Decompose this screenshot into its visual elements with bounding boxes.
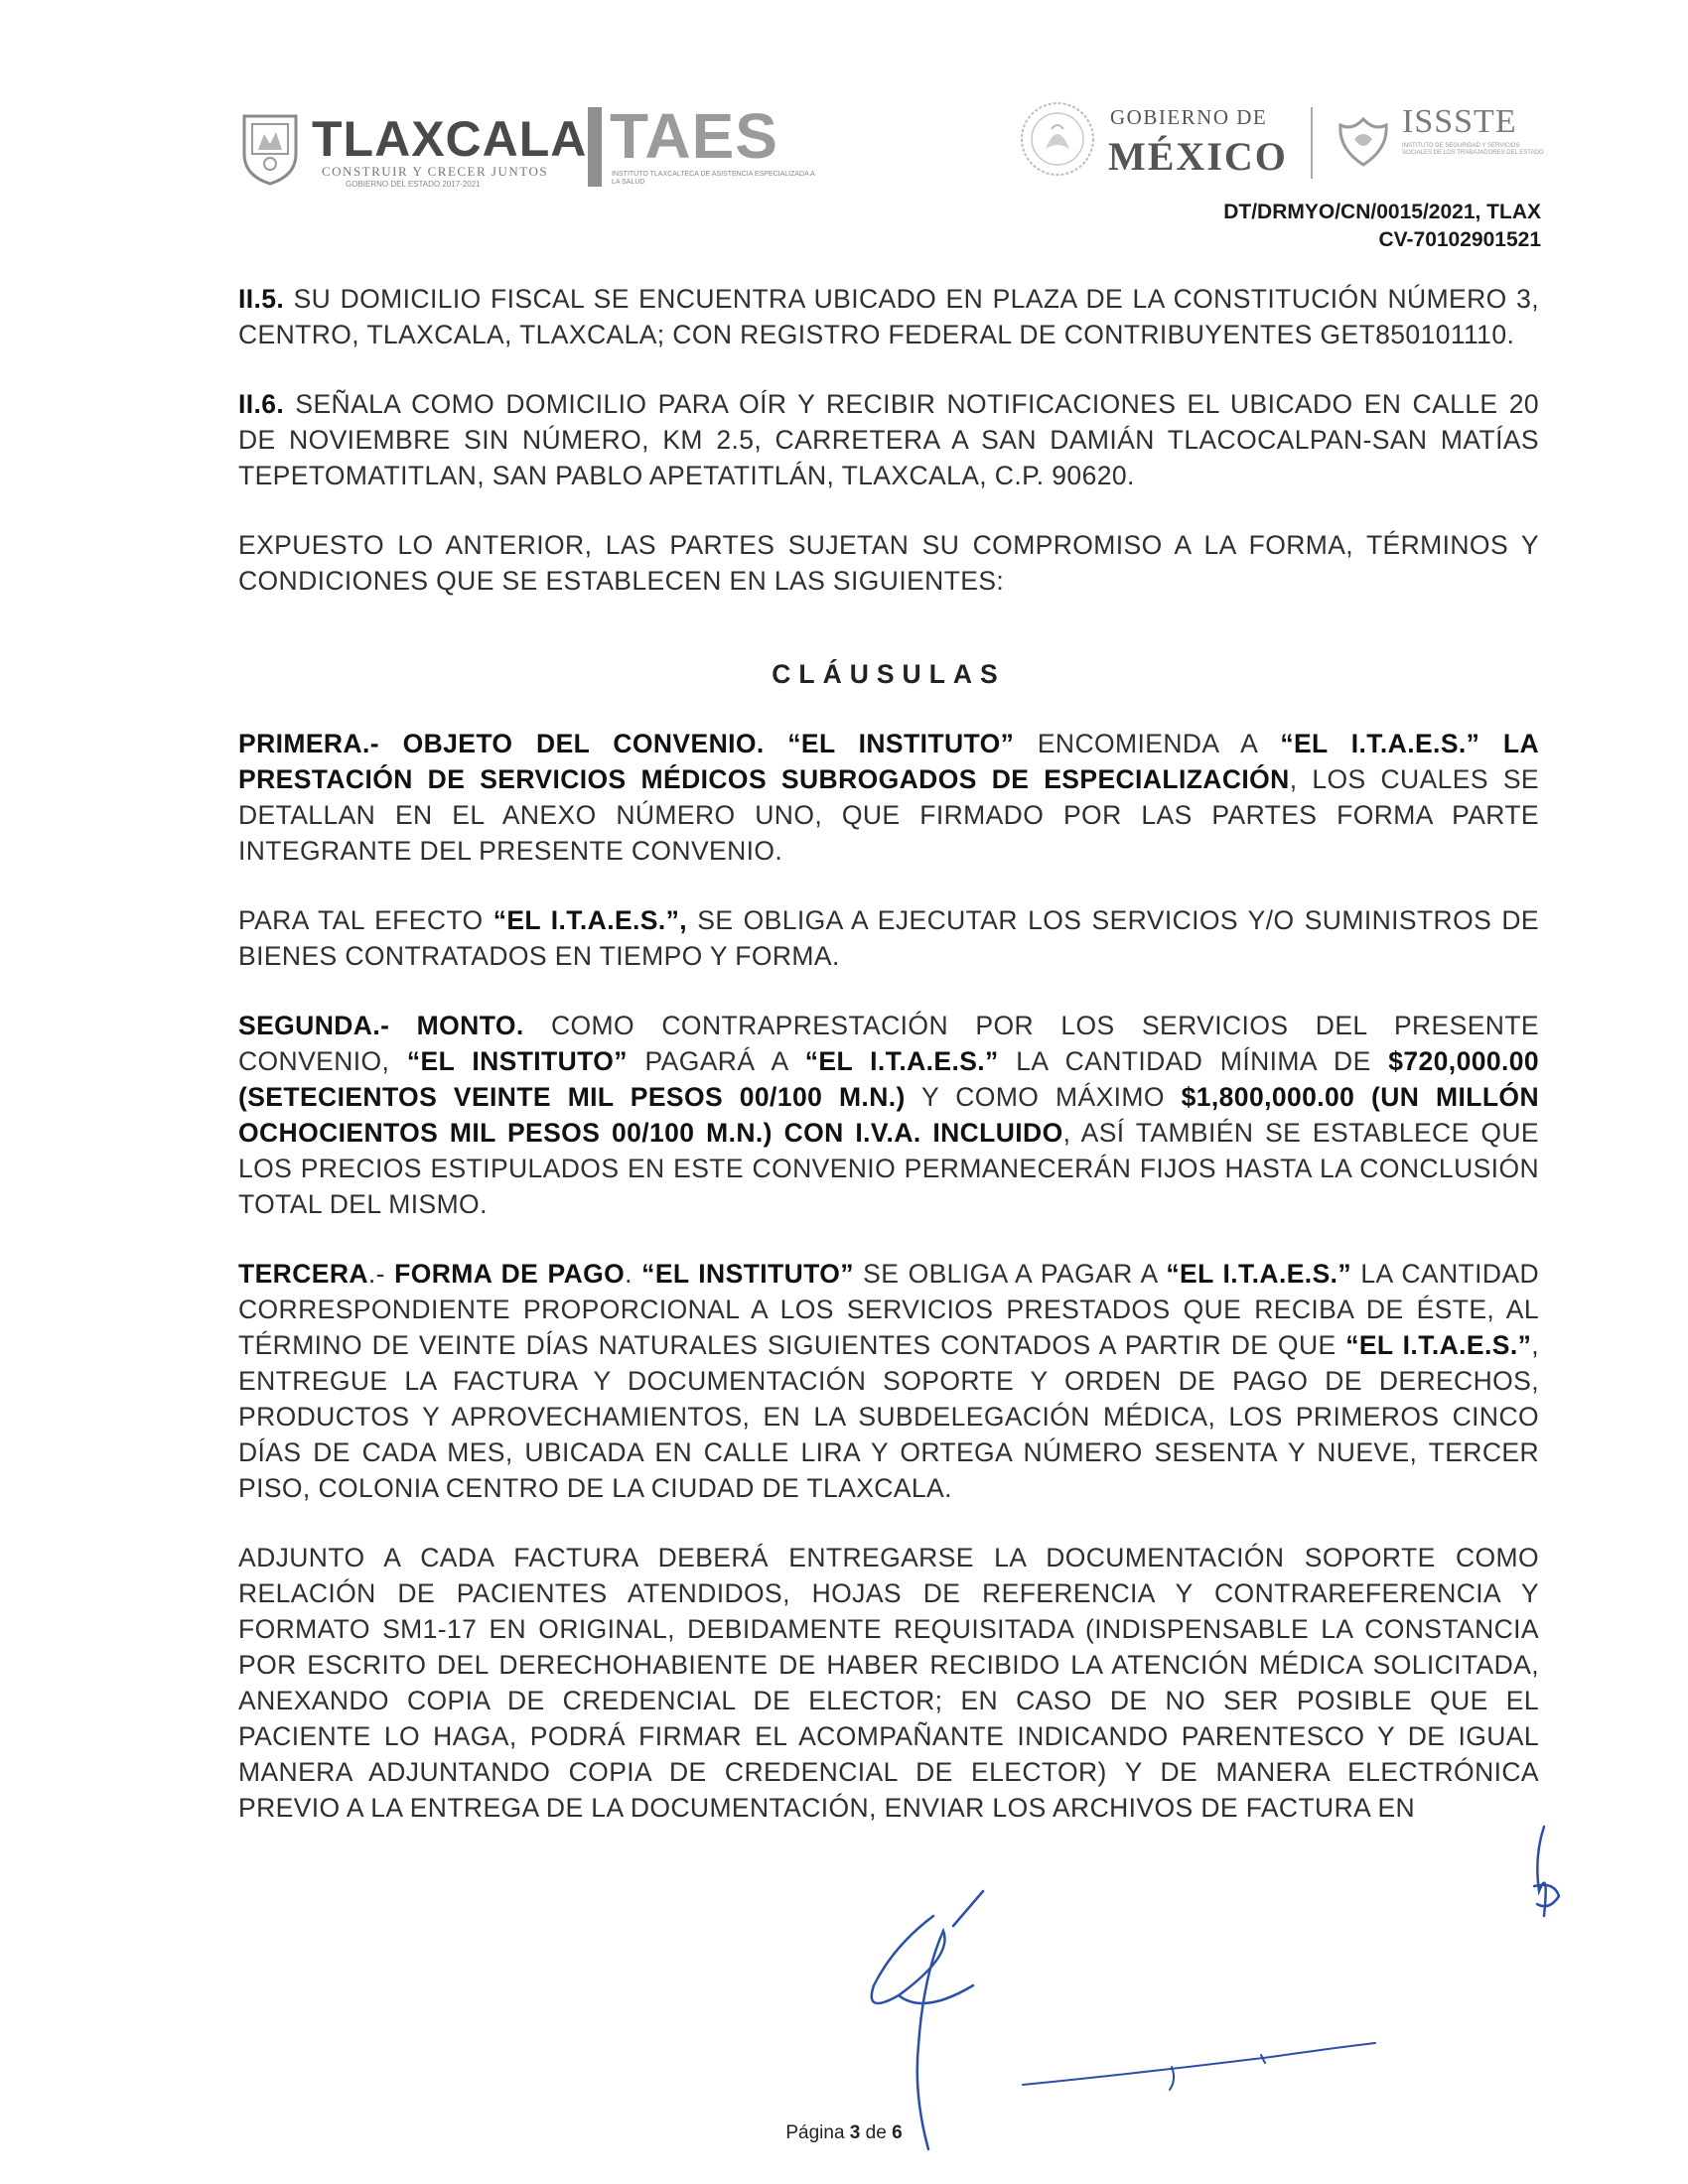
- paragraph-text: , LOS CUALES SE DETALLAN EN EL ANEXO NÚMERO UNO, QUE FIRMADO POR LAS PARTES FORMA PARTE INTEGRANTE DEL PRESENTE CONVENIO.: [238, 764, 1539, 866]
- paragraph-text: SU DOMICILIO FISCAL SE ENCUENTRA UBICADO EN PLAZA DE LA CONSTITUCIÓN NÚMERO 3, CENTRO, TLAXCALA, TLAXCALA; CON REGISTRO FEDERAL DE CONTRIBUYENTES GET850101110.: [238, 284, 1539, 349]
- clause-number: II.6.: [238, 389, 285, 419]
- paragraph-text: Y COMO MÁXIMO: [905, 1082, 1182, 1112]
- paragraph-text: LA CANTIDAD CORRESPONDIENTE PROPORCIONAL A LOS SERVICIOS PRESTADOS QUE RECIBA DE ÉSTE, AL TÉRMINO DE VEINTE DÍAS NATURALES SIGUIENTES CONTADOS A PARTIR DE QUE: [238, 1259, 1539, 1360]
- document-reference: [1223, 199, 1541, 254]
- issste-wordmark: ISSSTE: [1402, 103, 1517, 140]
- paragraph-adjunto: [238, 1540, 1539, 1826]
- page-label: Página: [785, 2122, 845, 2143]
- paragraph-text: ENCOMIENDA A: [1014, 729, 1281, 758]
- gobierno-de-label: GOBIERNO DE: [1110, 105, 1268, 129]
- bold-text: “EL INSTITUTO”: [406, 1046, 628, 1076]
- paragraph-text: COMO CONTRAPRESTACIÓN POR LOS SERVICIOS DEL PRESENTE CONVENIO,: [238, 1011, 1539, 1076]
- mexico-label: MÉXICO: [1108, 134, 1288, 179]
- clause-tercera: [238, 1256, 1539, 1506]
- paragraph-para-tal-efecto: [238, 902, 1539, 974]
- paragraph-text: , ASÍ TAMBIÉN SE ESTABLECE QUE LOS PRECIOS ESTIPULADOS EN ESTE CONVENIO PERMANECERÁN FIJOS HASTA LA CONCLUSIÓN TOTAL DEL MISMO.: [238, 1118, 1540, 1219]
- taes-wordmark: TAES: [610, 100, 778, 172]
- reference-code: CV-70102901521: [1378, 228, 1541, 251]
- mexico-eagle-seal-icon: [1018, 99, 1097, 179]
- paragraph-text: SE OBLIGA A PAGAR A: [853, 1259, 1167, 1289]
- paragraph-text: PARA TAL EFECTO: [238, 905, 493, 935]
- tlaxcala-wordmark: TLAXCALA: [312, 111, 588, 167]
- taes-logo-bar: [588, 107, 602, 187]
- paragraph-text: SE OBLIGA A EJECUTAR LOS SERVICIOS Y/O SUMINISTROS DE BIENES CONTRATADOS EN TIEMPO Y FORMA.: [238, 905, 1539, 971]
- bold-text: PRIMERA.- OBJETO DEL CONVENIO. “EL INSTITUTO”: [238, 729, 1015, 758]
- issste-emblem-icon: [1333, 109, 1394, 169]
- document-body: [238, 281, 1539, 1859]
- current-page-number: 3: [849, 2122, 861, 2143]
- clause-segunda: [238, 1008, 1539, 1222]
- bold-text: $720,000.00 (SETECIENTOS VEINTE MIL PESOS 00/100 M.N.): [238, 1046, 1540, 1112]
- page-footer: [0, 2122, 1688, 2144]
- bottom-right-signature: [1023, 2043, 1375, 2090]
- paragraph-text: LA CANTIDAD MÍNIMA DE: [998, 1046, 1389, 1076]
- logo-divider: [1311, 107, 1313, 179]
- bold-text: $1,800,000.00 (UN MILLÓN OCHOCIENTOS MIL PESOS 00/100 M.N.) CON I.V.A. INCLUIDO: [238, 1082, 1539, 1148]
- clause-primera: [238, 726, 1539, 869]
- paragraph-ii6: [238, 386, 1539, 493]
- bold-text: “EL INSTITUTO”: [641, 1259, 854, 1289]
- bold-text: “EL I.T.A.E.S.” LA PRESTACIÓN DE SERVICIOS MÉDICOS SUBROGADOS DE ESPECIALIZACIÓN: [238, 729, 1540, 794]
- bold-text: “EL I.T.A.E.S.”: [1345, 1330, 1532, 1360]
- total-pages-number: 6: [892, 2122, 903, 2143]
- center-signature: [872, 1891, 983, 2149]
- bold-text: “EL I.T.A.E.S.”: [804, 1046, 999, 1076]
- bold-text: TERCERA: [238, 1259, 368, 1289]
- paragraph-text: ADJUNTO A CADA FACTURA DEBERÁ ENTREGARSE LA DOCUMENTACIÓN SOPORTE COMO RELACIÓN DE PACIENTES ATENDIDOS, HOJAS DE REFERENCIA Y CONTRAREFERENCIA Y FORMATO SM1-17 EN ORIGINAL, DEBIDAMENTE REQUISITADA (INDISPENSABLE LA CONSTANCIA POR ESCRITO DEL DERECHOHABIENTE DE HABER RECIBIDO LA ATENCIÓN MÉDICA SOLICITADA, ANEXANDO COPIA DE CREDENCIAL DE ELECTOR; EN CASO DE NO SER POSIBLE QUE EL PACIENTE LO HAGA, PODRÁ FIRMAR EL ACOMPAÑANTE INDICANDO PARENTESCO Y DE IGUAL MANERA ADJUNTANDO COPIA DE CREDENCIAL DE ELECTOR) Y DE MANERA ELECTRÓNICA PREVIO A LA ENTREGA DE LA DOCUMENTACIÓN, ENVIAR LOS ARCHIVOS DE FACTURA EN: [238, 1543, 1539, 1823]
- tlaxcala-tagline: CONSTRUIR Y CRECER JUNTOS: [322, 164, 549, 179]
- document-header: [238, 99, 1549, 199]
- clausulas-heading: CLÁUSULAS: [772, 659, 1006, 689]
- paragraph-text: SEÑALA COMO DOMICILIO PARA OÍR Y RECIBIR NOTIFICACIONES EL UBICADO EN CALLE 20 DE NOVIEMBRE SIN NÚMERO, KM 2.5, CARRETERA A SAN DAMIÁN TLACOCALPAN-SAN MATÍAS TEPETOMATITLAN, SAN PABLO APETATITLÁN, TLAXCALA, C.P. 90620.: [238, 389, 1539, 490]
- reference-number: DT/DRMYO/CN/0015/2021, TLAX: [1223, 201, 1541, 223]
- bold-text: FORMA DE PAGO: [394, 1259, 626, 1289]
- of-label: de: [865, 2122, 887, 2143]
- clause-number: II.5.: [238, 284, 285, 314]
- paragraph-text: .: [625, 1259, 642, 1289]
- tlaxcala-crest-icon: [238, 110, 302, 186]
- tlaxcala-period: GOBIERNO DEL ESTADO 2017-2021: [346, 180, 481, 189]
- paragraph-text: , ENTREGUE LA FACTURA Y DOCUMENTACIÓN SOPORTE Y ORDEN DE PAGO DE DERECHOS, PRODUCTOS Y APROVECHAMIENTOS, EN LA SUBDELEGACIÓN MÉDICA, LOS PRIMEROS CINCO DÍAS DE CADA MES, UBICADA EN CALLE LIRA Y ORTEGA NÚMERO SESENTA Y NUEVE, TERCER PISO, COLONIA CENTRO DE LA CIUDAD DE TLAXCALA.: [238, 1330, 1539, 1503]
- paragraph-text: EXPUESTO LO ANTERIOR, LAS PARTES SUJETAN SU COMPROMISO A LA FORMA, TÉRMINOS Y CONDICIONES QUE SE ESTABLECEN EN LAS SIGUIENTES:: [238, 530, 1539, 596]
- bold-text: SEGUNDA.- MONTO.: [238, 1011, 524, 1040]
- bold-text: “EL I.T.A.E.S.”: [1166, 1259, 1352, 1289]
- paragraph-text: PAGARÁ A: [627, 1046, 805, 1076]
- paragraph-expuesto: [238, 527, 1539, 599]
- paragraph-text: .-: [367, 1259, 395, 1289]
- bold-text: “EL I.T.A.E.S.”,: [492, 905, 688, 935]
- paragraph-ii5: [238, 281, 1539, 352]
- issste-subtitle: INSTITUTO DE SEGURIDAD Y SERVICIOS SOCIALES DE LOS TRABAJADORES DEL ESTADO: [1402, 143, 1544, 156]
- taes-subtitle: INSTITUTO TLAXCALTECA DE ASISTENCIA ESPECIALIZADA A LA SALUD: [612, 171, 815, 186]
